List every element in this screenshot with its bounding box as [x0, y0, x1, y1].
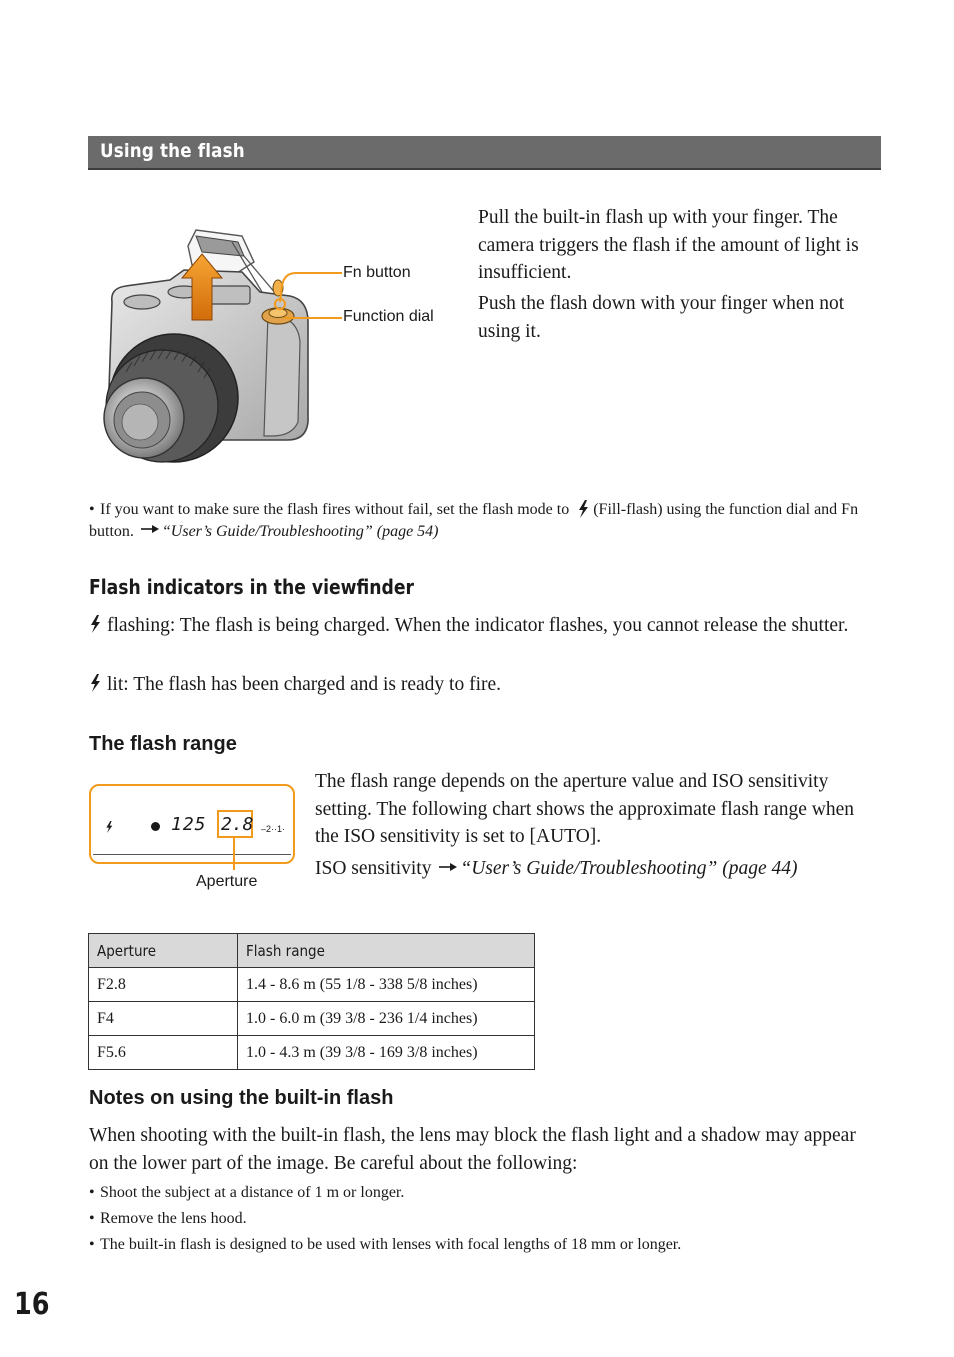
table-cell-aperture: F4	[89, 1002, 238, 1036]
camera-drawing	[92, 222, 458, 472]
flash-icon	[105, 820, 113, 832]
aperture-callout: Aperture	[196, 873, 258, 890]
fn-button-callout: Fn button	[343, 264, 411, 281]
tip-reference-link[interactable]: “User’s Guide/Troubleshooting” (page 54)	[161, 523, 439, 540]
flash-range-paragraph: The flash range depends on the aperture value and ISO sensitivity setting. The following chart shows the approximate flash range when the ISO sensitivity is set to [AUTO].	[315, 771, 855, 847]
arrow-right-icon	[141, 524, 159, 534]
flashing-indicator-text	[89, 612, 879, 640]
viewfinder-indicators-heading: Flash indicators in the viewfinder	[89, 575, 414, 599]
flash-icon	[577, 500, 587, 516]
page-number: 16	[14, 1287, 50, 1322]
table-cell-aperture: F5.6	[89, 1036, 238, 1070]
table-header-row	[89, 934, 535, 968]
list-item: • The built-in flash is designed to be used with lenses with focal lengths of 18 mm or longer.	[89, 1236, 682, 1253]
lit-indicator-text	[89, 671, 879, 699]
tip-text-after: (Fill-flash) using the function dial and Fn button.	[89, 501, 859, 540]
section-header-bar	[88, 136, 881, 170]
aperture-readout: 2.8	[221, 814, 254, 835]
intro-paragraph-1: Pull the built-in flash up with your finger. The camera triggers the flash if the amount of light is insufficient.	[478, 207, 859, 283]
intro-paragraph-2: Push the flash down with your finger when not using it.	[478, 293, 845, 342]
table-row	[89, 968, 535, 1002]
section-title: Using the flash	[100, 140, 245, 162]
shutter-speed-readout: 125	[171, 814, 207, 835]
table-header-flash-range: Flash range	[238, 934, 535, 968]
lit-description: lit: The flash has been charged and is ready to fire.	[107, 674, 502, 695]
callout-lines	[270, 262, 342, 326]
notes-list	[89, 1182, 879, 1260]
notes-intro: When shooting with the built-in flash, the lens may block the flash light and a shadow may appear on the lower part of the image. Be careful about the following:	[89, 1125, 856, 1174]
focus-indicator-dot	[151, 822, 160, 831]
camera-illustration	[92, 222, 458, 472]
table-header-aperture: Aperture	[89, 934, 238, 968]
table-row	[89, 1036, 535, 1070]
arrow-right-icon	[439, 862, 457, 872]
tip-text-before: If you want to make sure the flash fires without fail, set the flash mode to	[100, 501, 570, 518]
table-cell-flash-range: 1.0 - 6.0 m (39 3/8 - 236 1/4 inches)	[238, 1002, 535, 1036]
flash-icon	[89, 674, 101, 692]
bullet: •	[89, 501, 95, 518]
fill-flash-tip	[89, 499, 884, 543]
notes-heading: Notes on using the built-in flash	[89, 1087, 394, 1109]
flash-range-table	[88, 933, 535, 1070]
list-item-text: The built-in flash is designed to be used with lenses with focal lengths of 18 mm or longer.	[100, 1236, 682, 1253]
table-row	[89, 1002, 535, 1036]
table-cell-flash-range: 1.0 - 4.3 m (39 3/8 - 169 3/8 inches)	[238, 1036, 535, 1070]
flash-range-heading: The flash range	[89, 733, 237, 755]
iso-label: ISO sensitivity	[315, 858, 432, 879]
table-cell-flash-range: 1.4 - 8.6 m (55 1/8 - 338 5/8 inches)	[238, 968, 535, 1002]
list-item-text: Shoot the subject at a distance of 1 m or longer.	[100, 1184, 405, 1201]
iso-reference-link[interactable]: “User’s Guide/Troubleshooting” (page 44)	[460, 858, 798, 879]
function-dial-callout: Function dial	[343, 308, 434, 325]
iso-sensitivity-reference	[315, 855, 880, 883]
display-baseline	[93, 854, 291, 855]
flash-icon	[89, 615, 101, 633]
exposure-scale: –2··1·	[261, 824, 286, 834]
aperture-callout-line	[233, 836, 235, 870]
list-item: • Remove the lens hood.	[89, 1210, 247, 1227]
list-item-text: Remove the lens hood.	[100, 1210, 247, 1227]
table-cell-aperture: F2.8	[89, 968, 238, 1002]
flashing-description: flashing: The flash is being charged. When the indicator flashes, you cannot release the shutter.	[107, 615, 849, 636]
viewfinder-display	[89, 784, 295, 864]
list-item: • Shoot the subject at a distance of 1 m or longer.	[89, 1184, 405, 1201]
